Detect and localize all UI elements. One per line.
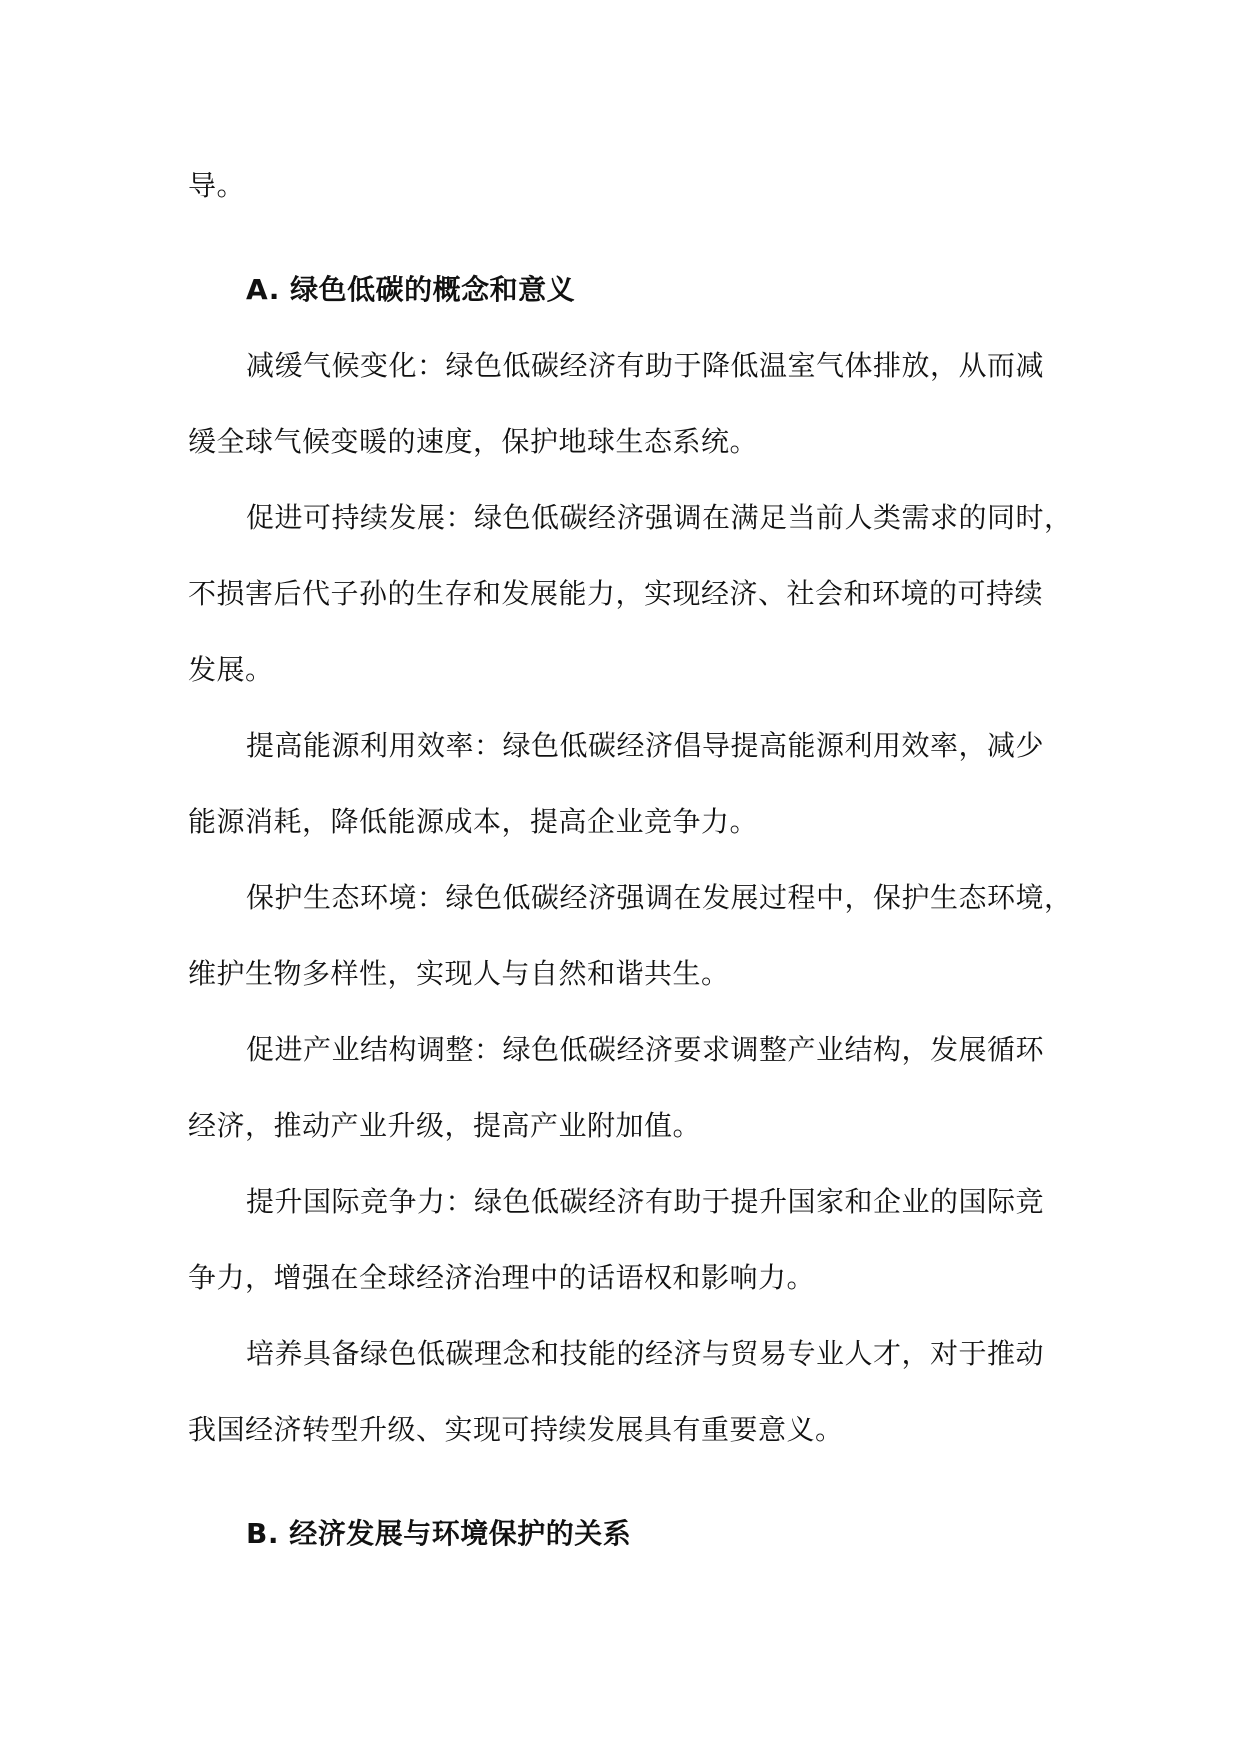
paragraph-line: 缓全球气候变暖的速度，保护地球生态系统。 <box>188 425 759 458</box>
paragraph-line: 减缓气候变化：绿色低碳经济有助于降低温室气体排放，从而减 <box>246 349 1045 382</box>
paragraph-climate <box>188 328 1053 480</box>
paragraph-line: 能源消耗，降低能源成本，提高企业竞争力。 <box>188 805 759 838</box>
paragraph-industry <box>188 1012 1053 1164</box>
paragraph-line: 不损害后代子孙的生存和发展能力，实现经济、社会和环境的可持续 <box>188 577 1044 610</box>
paragraph-competitiveness <box>188 1164 1053 1316</box>
paragraph-sustainable <box>188 480 1073 708</box>
paragraph-line: 经济，推动产业升级，提高产业附加值。 <box>188 1109 702 1142</box>
section-heading-b: B. 经济发展与环境保护的关系 <box>246 1517 632 1550</box>
paragraph-line: 促进产业结构调整：绿色低碳经济要求调整产业结构，发展循环 <box>246 1033 1045 1066</box>
paragraph-energy <box>188 708 1053 860</box>
paragraph-line: 发展。 <box>188 653 274 686</box>
paragraph-line: 我国经济转型升级、实现可持续发展具有重要意义。 <box>188 1413 844 1446</box>
paragraph-line: 提高能源利用效率：绿色低碳经济倡导提高能源利用效率，减少 <box>246 729 1045 762</box>
paragraph-line: 维护生物多样性，实现人与自然和谐共生。 <box>188 957 730 990</box>
section-heading-a: A. 绿色低碳的概念和意义 <box>246 273 576 306</box>
continued-text: 导。 <box>188 169 246 202</box>
paragraph-line: 提升国际竞争力：绿色低碳经济有助于提升国家和企业的国际竞 <box>246 1185 1045 1218</box>
paragraph-line: 争力，增强在全球经济治理中的话语权和影响力。 <box>188 1261 816 1294</box>
paragraph-line: 培养具备绿色低碳理念和技能的经济与贸易专业人才，对于推动 <box>246 1337 1045 1370</box>
page-content <box>188 148 1073 1572</box>
paragraph-line: 保护生态环境：绿色低碳经济强调在发展过程中，保护生态环境， <box>246 881 1073 914</box>
paragraph-talent <box>188 1316 1053 1468</box>
paragraph-line: 促进可持续发展：绿色低碳经济强调在满足当前人类需求的同时， <box>246 501 1073 534</box>
paragraph-ecology <box>188 860 1073 1012</box>
